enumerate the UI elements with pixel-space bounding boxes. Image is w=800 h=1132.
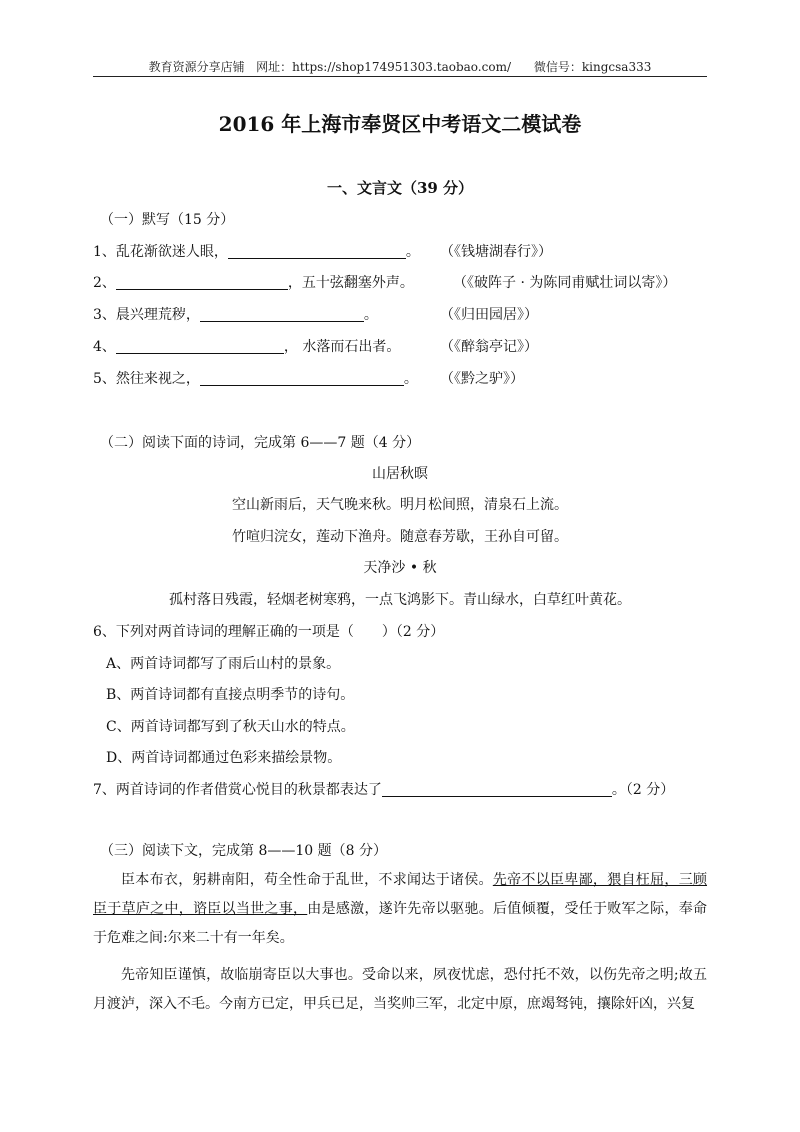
question-2-source: （《破阵子 · 为陈同甫赋壮词以寄》） [453, 275, 677, 291]
underlined-sentence: 先帝不以臣卑鄙，猥自枉屈，三顾臣于草庐之中，谘臣以当世之事， [93, 872, 708, 917]
option-d[interactable]: D、两首诗词都通过色彩来描绘景物。 [106, 750, 342, 766]
part2-heading: （二）阅读下面的诗词，完成第 6——7 题（4 分） [100, 435, 421, 451]
question-5-source: （《黔之驴》） [440, 371, 524, 387]
question-1 [93, 241, 420, 261]
question-4-source: （《醉翁亭记》） [440, 339, 538, 355]
question-6: 6、下列对两首诗词的理解正确的一项是（ ）（2 分） [93, 624, 445, 640]
option-c[interactable]: C、两首诗词都写到了秋天山水的特点。 [106, 719, 355, 735]
option-b[interactable]: B、两首诗词都有直接点明季节的诗句。 [106, 687, 355, 703]
q-num: 5、 [93, 371, 116, 387]
q-text: ， 水落而石出者。 [283, 339, 401, 355]
question-7 [93, 779, 674, 799]
poem2-line: 孤村落日残霞，轻烟老树寒鸦，一点飞鸿影下。青山绿水，白草红叶黄花。 [169, 592, 631, 608]
question-2 [93, 272, 414, 292]
q-text: 7、两首诗词的作者借赏心悦目的秋景都表达了 [93, 782, 382, 798]
passage-paragraph: 先帝知臣谨慎，故临崩寄臣以大事也。受命以来，夙夜忧虑，恐付托不效，以伤先帝之明;故五月渡泸，深入不毛。今南方已定，甲兵已足，当奖帅三军，北定中原，庶竭驽钝，攘除奸凶，兴复 [93, 967, 707, 1012]
passage-text: 臣本布衣，躬耕南阳，苟全性命于乱世，不求闻达于诸侯。 [121, 872, 493, 888]
q-text: 然往来视之， [115, 371, 200, 387]
passage-paragraph [93, 866, 707, 953]
question-3 [93, 304, 378, 324]
option-a[interactable]: A、两首诗词都写了雨后山村的景象。 [106, 656, 341, 672]
poem1-title: 山居秋暝 [372, 466, 428, 482]
poem2-title: 天净沙 • 秋 [363, 560, 437, 576]
q-text: 乱花渐欲迷人眼， [115, 244, 228, 260]
poem1-line: 空山新雨后，天气晚来秋。明月松间照，清泉石上流。 [232, 497, 568, 513]
question-5 [93, 368, 418, 388]
q-text: 晨兴理荒秽， [115, 307, 200, 323]
header-wechat: 微信号：kingcsa333 [533, 60, 652, 74]
q-num: 4、 [93, 339, 116, 355]
passage-text: 由是感激，遂许先帝以驱驰。后值倾覆，受任于败军之际，奉命于危难之间:尔来二十有一年矣。 [93, 901, 708, 946]
page-header [0, 58, 800, 75]
q-text: 。（2 分） [611, 782, 675, 798]
part1-heading: （一）默写（15 分） [100, 212, 235, 228]
page-title: 2016 年上海市奉贤区中考语文二模试卷 [218, 112, 582, 136]
q-num: 3、 [93, 307, 116, 323]
q-text: ，五十弦翻塞外声。 [287, 275, 414, 291]
part3-heading: （三）阅读下文，完成第 8——10 题（8 分） [100, 843, 387, 859]
answer-blank[interactable] [228, 244, 406, 259]
poem1-line: 竹喧归浣女，莲动下渔舟。随意春芳歇，王孙自可留。 [232, 529, 568, 545]
answer-blank[interactable] [200, 371, 404, 386]
answer-blank[interactable] [116, 275, 288, 290]
question-4 [93, 336, 400, 356]
section-heading: 一、文言文（39 分） [326, 179, 474, 197]
answer-blank[interactable] [200, 307, 364, 322]
q-num: 1、 [93, 244, 116, 260]
header-shop: 教育资源分享店铺 [148, 60, 245, 74]
header-url[interactable]: 网址：https://shop174951303.taobao.com/ [256, 60, 511, 74]
answer-blank[interactable] [116, 339, 284, 354]
question-3-source: （《归田园居》） [440, 307, 538, 323]
q-text: 。 [403, 371, 418, 387]
q-text: 。 [363, 307, 378, 323]
q-num: 2、 [93, 275, 116, 291]
header-divider [93, 76, 707, 77]
question-1-source: （《钱塘湖春行》） [440, 244, 552, 260]
answer-blank[interactable] [382, 782, 612, 797]
q-text: 。 [405, 244, 420, 260]
